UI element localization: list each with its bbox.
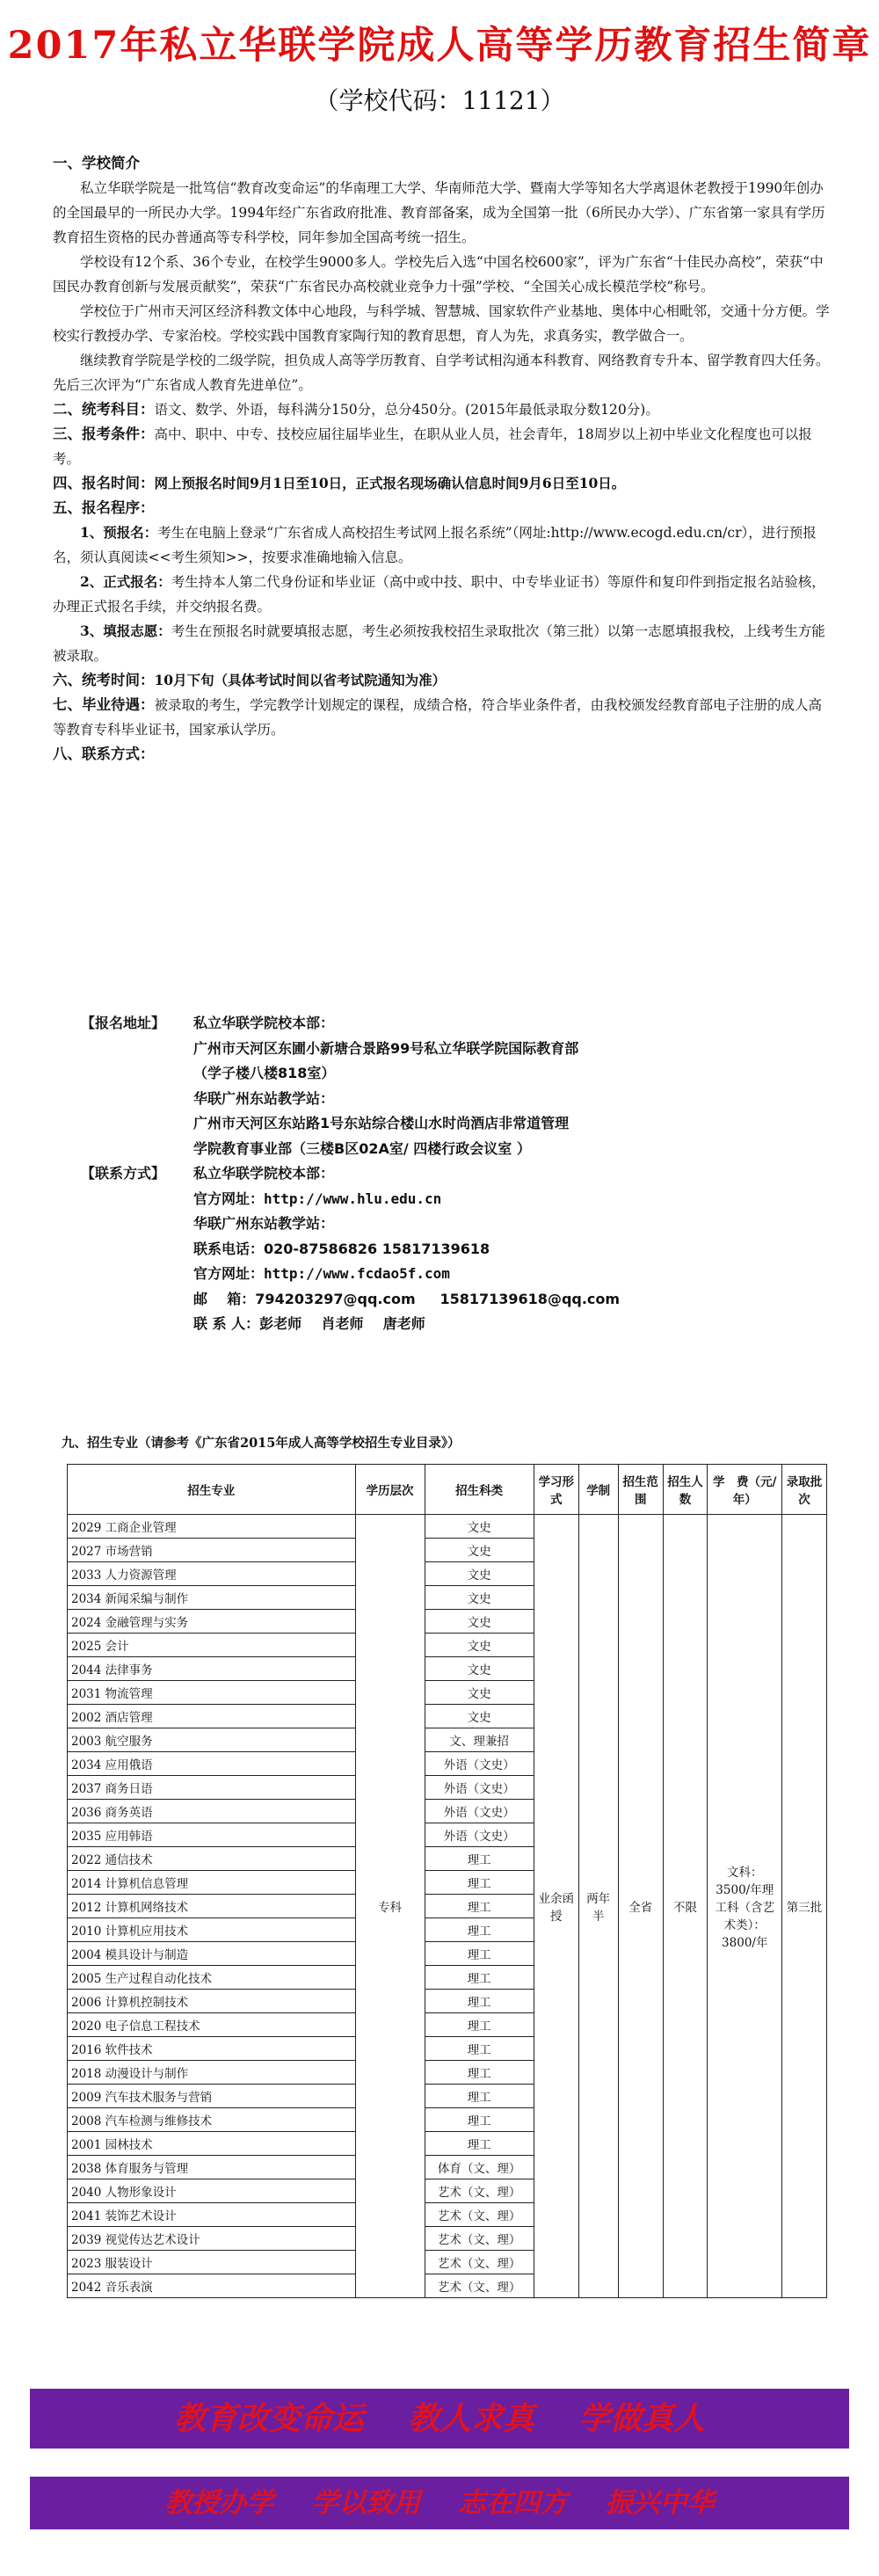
major-name: 2010 计算机应用技术 (68, 1918, 356, 1942)
website-label: 官方网址： (193, 1190, 265, 1207)
station-name: 华联广州东站教学站： (193, 1215, 335, 1232)
section-graduation (53, 693, 835, 742)
eligibility-text: 高中、职中、中专、技校应届往届毕业生，在职从业人员，社会青年，18周岁以上初中毕业文化程度也可以报考。 (53, 426, 812, 467)
intro-paragraph: 学校设有12个系、36个专业，在校学生9000多人。学校先后入选“中国名校600家”，评为广东省“十佳民办高校”，荣获“中国民办教育创新与发展贡献奖”，荣获“广东省民办高校就业竞争力十强”学校、“全国关心成长模范学校”称号。 (53, 254, 824, 295)
category-cell: 理工 (425, 2013, 534, 2037)
majors-table (67, 1464, 827, 2298)
major-name: 2012 计算机网络技术 (68, 1895, 356, 1918)
majors-table-body (68, 1515, 827, 2298)
table-row (68, 1515, 827, 1539)
category-cell: 文史 (425, 1610, 534, 1634)
campus-name: 私立华联学院校本部： (193, 1165, 335, 1182)
category-cell: 理工 (425, 1918, 534, 1942)
major-name: 2016 软件技术 (68, 2037, 356, 2061)
major-name: 2038 体育服务与管理 (68, 2156, 356, 2179)
fee-cell: 文科：3500/年理工科（含艺术类）：3800/年 (708, 1515, 782, 2298)
category-cell: 理工 (425, 2061, 534, 2085)
category-cell: 外语（文史） (425, 1776, 534, 1800)
major-name: 2036 商务英语 (68, 1800, 356, 1823)
category-cell: 理工 (425, 1871, 534, 1895)
category-cell: 理工 (425, 1966, 534, 1990)
procedure-step-label: 2、正式报名： (80, 573, 171, 590)
major-name: 2025 会计 (68, 1634, 356, 1657)
table-header-row (68, 1465, 827, 1515)
procedure-step-text: 考生在电脑上登录“广东省成人高校招生考试网上报名系统”（网址:http://www.ecogd.edu.cn/cr），进行预报名，须认真阅读<<考生须知>>，按要求准确地输入信息。 (53, 525, 817, 565)
major-name: 2029 工商企业管理 (68, 1515, 356, 1539)
section-title-exam-time: 六、统考时间： (53, 672, 155, 688)
email-label: 邮 箱： (193, 1290, 256, 1307)
major-name: 2031 物流管理 (68, 1681, 356, 1705)
procedure-step (53, 520, 835, 570)
major-name: 2004 模具设计与制造 (68, 1942, 356, 1966)
major-name: 2039 视觉传达艺术设计 (68, 2227, 356, 2251)
category-cell: 外语（文史） (425, 1823, 534, 1847)
contact-label: 【联系方式】 (81, 1165, 166, 1182)
category-cell: 艺术（文、理） (425, 2203, 534, 2227)
intro-paragraph: 学校位于广州市天河区经济科教文体中心地段，与科学城、智慧城、国家软件产业基地、奥体中心相毗邻，交通十分方便。学校实行教授办学、专家治校。学校实践中国教育家陶行知的教育思想，育人为先，求真务实，教学做合一。 (53, 303, 830, 344)
header-duration: 学制 (578, 1465, 618, 1515)
header-category: 招生科类 (425, 1465, 534, 1515)
major-name: 2022 通信技术 (68, 1847, 356, 1871)
exam-subjects-text: 语文、数学、外语，每科满分150分，总分450分。(2015年最低录取分数120分)。 (154, 402, 659, 418)
section-title-procedure: 五、报名程序： (53, 499, 155, 516)
scope-cell: 全省 (618, 1515, 663, 2298)
level-cell: 专科 (355, 1515, 425, 2298)
major-name: 2024 金融管理与实务 (68, 1610, 356, 1634)
major-name: 2034 新闻采编与制作 (68, 1586, 356, 1610)
category-cell: 文史 (425, 1681, 534, 1705)
major-name: 2040 人物形象设计 (68, 2179, 356, 2203)
contact-persons: 彭老师 肖老师 唐老师 (259, 1315, 425, 1332)
section-registration-time (53, 471, 835, 496)
section-exam-subjects (53, 397, 835, 422)
category-cell: 艺术（文、理） (425, 2274, 534, 2298)
category-cell: 艺术（文、理） (425, 2227, 534, 2251)
website-link[interactable]: http://www.fcdao5f.com (264, 1265, 450, 1282)
category-cell: 理工 (425, 1990, 534, 2013)
batch-cell: 第三批 (782, 1515, 827, 2298)
category-cell: 理工 (425, 2037, 534, 2061)
category-cell: 外语（文史） (425, 1752, 534, 1776)
section-title-registration-time: 四、报名时间： (53, 475, 155, 491)
major-name: 2023 服装设计 (68, 2251, 356, 2274)
intro-paragraph: 私立华联学院是一批笃信“教育改变命运”的华南理工大学、华南师范大学、暨南大学等知名大学离退休老教授于1990年创办的全国最早的一所民办大学。1994年经广东省政府批准、教育部备案，成为全国第一批（6所民办大学）、广东省第一家具有学历教育招生资格的民办普通高等专科学校，同年参加全国高考统一招生。 (53, 180, 825, 245)
registration-time-text: 网上预报名时间9月1日至10日，正式报名现场确认信息时间9月6日至10日。 (154, 475, 626, 491)
major-name: 2009 汽车技术服务与营销 (68, 2085, 356, 2108)
category-cell: 文史 (425, 1539, 534, 1562)
category-cell: 文史 (425, 1562, 534, 1586)
category-cell: 文史 (425, 1515, 534, 1539)
section-title-contact: 八、联系方式： (53, 746, 155, 762)
category-cell: 文史 (425, 1634, 534, 1657)
major-name: 2037 商务日语 (68, 1776, 356, 1800)
station-name: 华联广州东站教学站： (193, 1089, 335, 1107)
slogan-banner: 教育改变命运 教人求真 学做真人 (30, 2389, 849, 2449)
page-title: 2017年私立华联学院成人高等学历教育招生简章 (7, 24, 872, 68)
category-cell: 艺术（文、理） (425, 2179, 534, 2203)
website-link[interactable]: http://www.hlu.edu.cn (264, 1190, 442, 1207)
section-title-exam-subjects: 二、统考科目： (53, 401, 155, 418)
header-scope: 招生范围 (618, 1465, 663, 1515)
section-title-intro: 一、学校简介 (53, 155, 140, 171)
website-label: 官方网址： (193, 1265, 265, 1282)
major-name: 2006 计算机控制技术 (68, 1990, 356, 2013)
procedure-step (53, 570, 835, 619)
category-cell: 文史 (425, 1705, 534, 1728)
section-title-eligibility: 三、报考条件： (53, 426, 155, 442)
header-level: 学历层次 (355, 1465, 425, 1515)
procedure-step-text: 考生在预报名时就要填报志愿，考生必须按我校招生录取批次（第三批）以第一志愿填报我校，上线考生方能被录取。 (53, 623, 825, 664)
major-name: 2014 计算机信息管理 (68, 1871, 356, 1895)
major-name: 2008 汽车检测与维修技术 (68, 2108, 356, 2132)
section-exam-time (53, 668, 835, 693)
phone-number: 020-87586826 15817139618 (264, 1240, 490, 1257)
mode-cell: 业余函授 (534, 1515, 578, 2298)
school-code: （学校代码：11121） (314, 86, 565, 115)
category-cell: 理工 (425, 1847, 534, 1871)
major-name: 2005 生产过程自动化技术 (68, 1966, 356, 1990)
major-name: 2027 市场营销 (68, 1539, 356, 1562)
category-cell: 艺术（文、理） (425, 2251, 534, 2274)
major-name: 2044 法律事务 (68, 1657, 356, 1681)
section-title-graduation: 七、毕业待遇： (53, 696, 155, 713)
header-quota: 招生人数 (663, 1465, 708, 1515)
section-eligibility (53, 422, 835, 471)
major-name: 2041 装饰艺术设计 (68, 2203, 356, 2227)
category-cell: 文、理兼招 (425, 1728, 534, 1752)
category-cell: 文史 (425, 1586, 534, 1610)
email-address[interactable]: 794203297@qq.com 15817139618@qq.com (255, 1290, 621, 1307)
category-cell: 理工 (425, 2132, 534, 2156)
contact-block (81, 1011, 837, 1337)
category-cell: 理工 (425, 1895, 534, 1918)
graduation-text: 被录取的考生，学完教学计划规定的课程，成绩合格，符合毕业条件者，由我校颁发经教育部电子注册的成人高等教育专科毕业证书，国家承认学历。 (53, 697, 823, 738)
major-name: 2018 动漫设计与制作 (68, 2061, 356, 2085)
header-mode: 学习形式 (534, 1465, 578, 1515)
category-cell: 外语（文史） (425, 1800, 534, 1823)
campus-name: 私立华联学院校本部： (193, 1015, 335, 1031)
category-cell: 理工 (425, 2108, 534, 2132)
procedure-step (53, 619, 835, 668)
section-title-majors: 九、招生专业（请参考《广东省2015年成人高等学校招生专业目录》） (62, 1436, 461, 1451)
address-line: 广州市天河区东圃小新塘合景路99号私立华联学院国际教育部 (193, 1039, 579, 1057)
address-line: （学子楼八楼818室） (193, 1065, 336, 1081)
major-name: 2042 音乐表演 (68, 2274, 356, 2298)
phone-label: 联系电话： (193, 1240, 265, 1257)
brochure-body (53, 151, 835, 767)
address-line: 学院教育事业部（三楼B区02A室/ 四楼行政会议室 ） (193, 1139, 531, 1157)
major-name: 2034 应用俄语 (68, 1752, 356, 1776)
address-line: 广州市天河区东站路1号东站综合楼山水时尚酒店非常道管理 (193, 1115, 570, 1132)
motto-banner: 教授办学 学以致用 志在四方 振兴中华 (30, 2477, 849, 2529)
major-name: 2001 园林技术 (68, 2132, 356, 2156)
major-name: 2033 人力资源管理 (68, 1562, 356, 1586)
major-name: 2002 酒店管理 (68, 1705, 356, 1728)
major-name: 2020 电子信息工程技术 (68, 2013, 356, 2037)
category-cell: 体育（文、理） (425, 2156, 534, 2179)
intro-paragraph: 继续教育学院是学校的二级学院，担负成人高等学历教育、自学考试相沟通本科教育、网络教育专升本、留学教育四大任务。先后三次评为“广东省成人教育先进单位”。 (53, 353, 830, 393)
major-name: 2003 航空服务 (68, 1728, 356, 1752)
category-cell: 文史 (425, 1657, 534, 1681)
duration-cell: 两年半 (578, 1515, 618, 2298)
procedure-step-label: 3、填报志愿： (80, 622, 171, 639)
header-fee: 学 费（元/年） (708, 1465, 782, 1515)
category-cell: 理工 (425, 1942, 534, 1966)
procedure-step-label: 1、预报名： (80, 524, 158, 541)
category-cell: 理工 (425, 2085, 534, 2108)
quota-cell: 不限 (663, 1515, 708, 2298)
contact-person-label: 联 系 人： (193, 1315, 260, 1332)
address-label: 【报名地址】 (81, 1015, 166, 1031)
major-name: 2035 应用韩语 (68, 1823, 356, 1847)
header-batch: 录取批次 (782, 1465, 827, 1515)
header-major: 招生专业 (68, 1465, 356, 1515)
procedure-step-text: 考生持本人第二代身份证和毕业证（高中或中技、职中、中专毕业证书）等原件和复印件到指定报名站验核，办理正式报名手续，并交纳报名费。 (53, 574, 825, 615)
exam-time-text: 10月下旬（具体考试时间以省考试院通知为准） (154, 672, 447, 688)
